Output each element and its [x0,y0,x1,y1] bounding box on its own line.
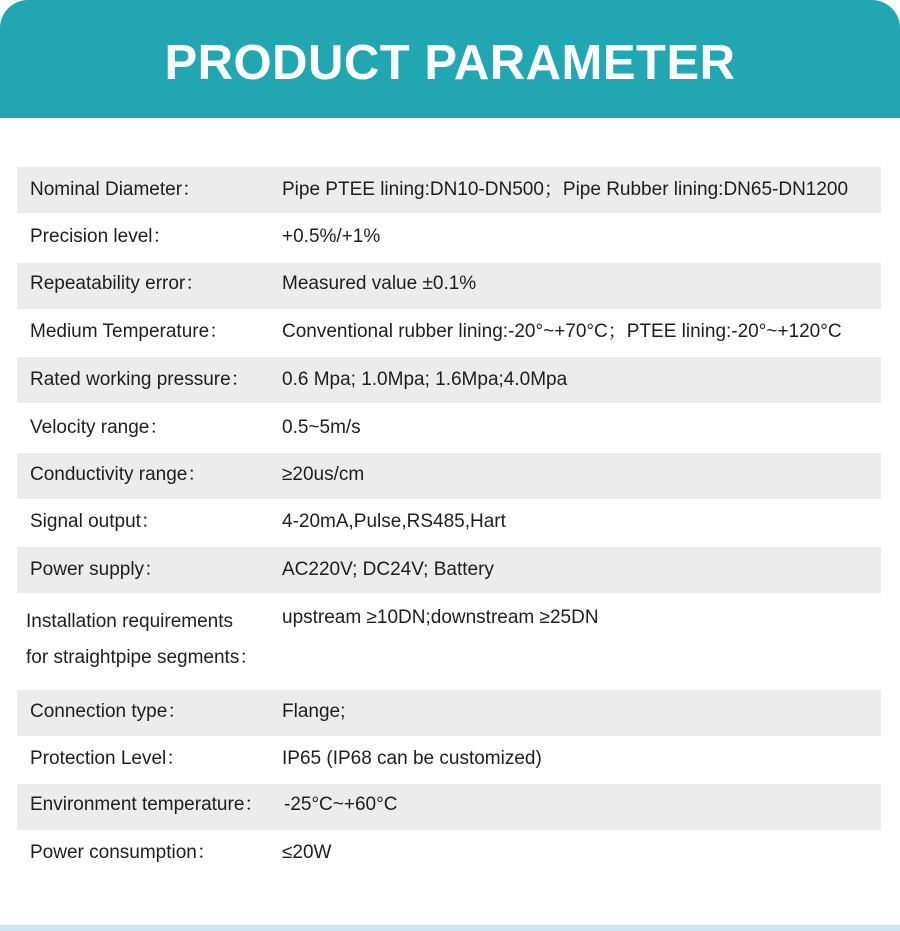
param-value: ≥20us/cm [282,464,365,485]
table-row [17,405,881,451]
param-label-line: for straightpipe segments： [26,647,259,668]
param-value: Pipe PTEE lining:DN10-DN500；Pipe Rubber lining:DN65-DN1200 [282,179,849,200]
param-label: Medium Temperature： [30,321,229,342]
table-row [17,453,881,499]
table-row [17,214,881,260]
table-row [17,690,881,736]
header-banner [0,0,900,118]
param-label: Rated working pressure： [30,369,250,390]
param-label: Nominal Diameter： [30,179,202,200]
param-label: Connection type： [30,701,187,722]
table-row [17,597,881,689]
table-row [17,263,881,309]
table-row [17,737,881,783]
param-value: IP65 (IP68 can be customized) [282,748,542,769]
param-value: ≤20W [282,842,332,863]
param-value: 0.6 Mpa; 1.0Mpa; 1.6Mpa;4.0Mpa [282,369,568,390]
param-value: +0.5%/+1% [282,226,381,247]
param-value: Measured value ±0.1% [282,273,477,294]
table-row [17,784,881,830]
table-row [17,831,881,877]
table-row [17,547,881,593]
param-value: Flange; [282,701,346,722]
param-label: Power consumption： [30,842,216,863]
param-label: Repeatability error： [30,273,205,294]
param-label-line: Installation requirements [26,611,233,632]
param-label: Velocity range： [30,417,169,438]
bottom-divider [0,925,900,931]
param-value: 0.5~5m/s [282,417,361,438]
table-row [17,167,881,213]
table-row [17,500,881,546]
param-value: AC220V; DC24V; Battery [282,559,494,580]
table-row [17,310,881,356]
param-label: Environment temperature： [30,794,264,815]
param-value: 4-20mA,Pulse,RS485,Hart [282,511,506,532]
param-label: Power supply： [30,559,164,580]
table-row [17,357,881,403]
param-label: Signal output： [30,511,160,532]
param-label: Precision level： [30,226,172,247]
param-value: Conventional rubber lining:-20°~+70°C；PTEE lining:-20°~+120°C [282,321,842,342]
param-label [26,604,276,676]
page-title: PRODUCT PARAMETER [164,36,736,90]
param-value: upstream ≥10DN;downstream ≥25DN [282,607,599,628]
param-label: Protection Level： [30,748,186,769]
param-label: Conductivity range： [30,464,207,485]
param-value: -25°C~+60°C [284,794,398,815]
